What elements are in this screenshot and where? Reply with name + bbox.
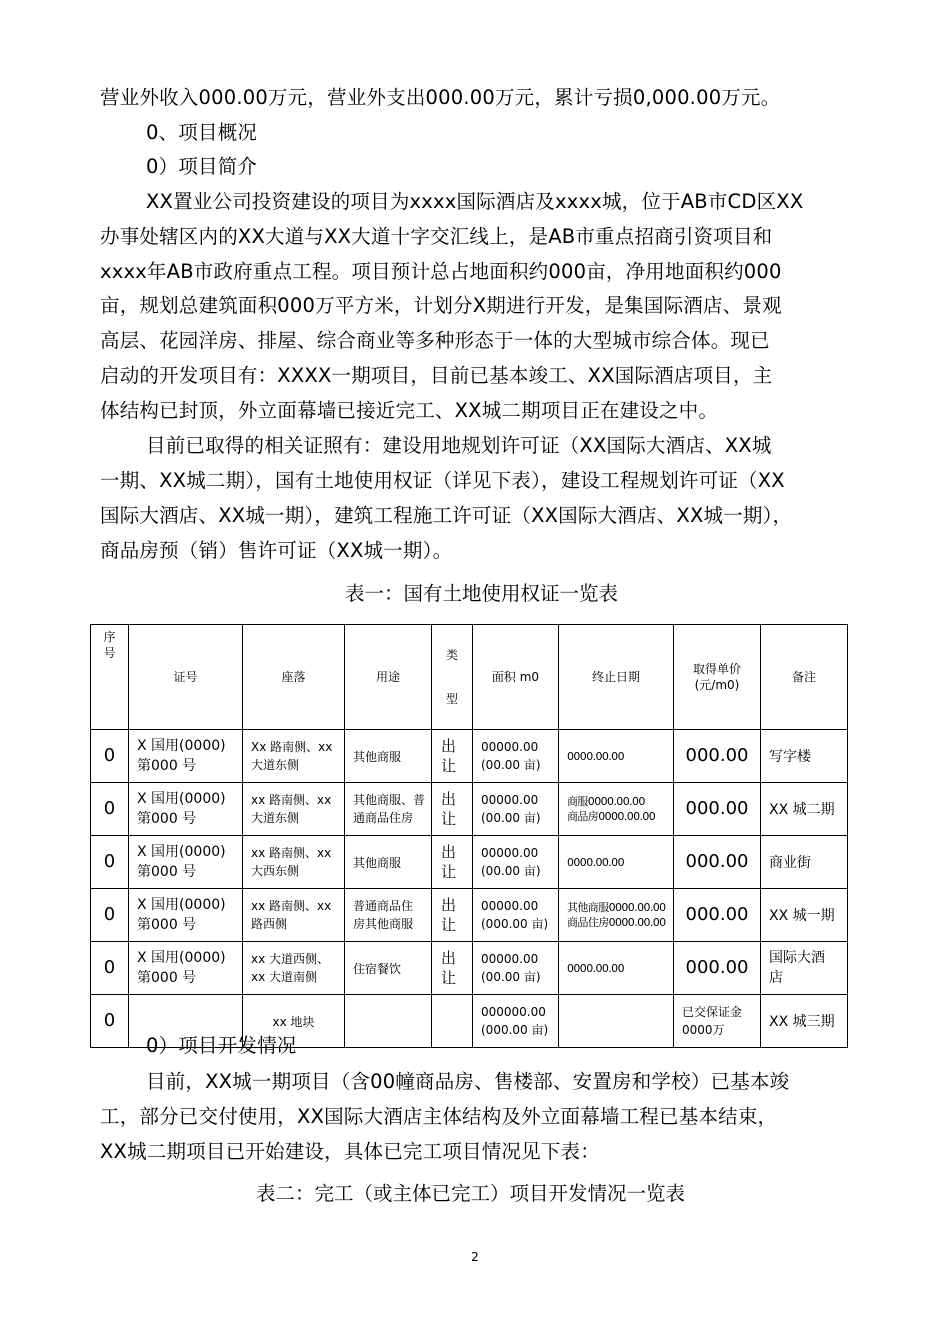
table-caption: 表二：完工（或主体已完工）项目开发情况一览表 [256,1182,686,1205]
cell-location [243,836,345,889]
table-caption: 表一：国有土地使用权证一览表 [345,582,619,605]
cell-seq: 0 [91,730,129,783]
cell-location [243,942,345,995]
cell-seq: 0 [91,783,129,836]
cell-end-date [559,836,674,889]
cell-price: 000.00 [674,783,761,836]
cert-line: 第000 号 [137,758,197,774]
cert-line: X 国用(0000) [137,950,226,966]
paragraph-line: xxxx年AB市政府重点工程。项目预计总占地面积约000亩，净用地面积约000 [100,260,782,283]
table-row [91,942,848,995]
note-line: XX 城一期 [769,908,835,924]
area-line: 00000.00 [481,846,539,860]
header-price-b: (元/m0) [694,678,740,692]
paragraph-line: 国际大酒店、XX城一期），建筑工程施工许可证（XX国际大酒店、XX城一期）， [100,504,793,527]
paragraph-line: 目前，XX城一期项目（含00幢商品房、售楼部、安置房和学校）已基本竣 [146,1070,790,1093]
cell-area [473,730,559,783]
note-line: XX 城二期 [769,802,835,818]
cell-area [473,783,559,836]
cert-line: 第000 号 [137,970,197,986]
cell-note [761,889,848,942]
paragraph-line: 亩，规划总建筑面积000万平方米，计划分X期进行开发，是集国际酒店、景观 [100,294,782,317]
header-end-date: 终止日期 [559,625,674,730]
cert-line: 第000 号 [137,864,197,880]
cell-kind [432,995,473,1048]
cell-seq: 0 [91,995,129,1048]
cell-price [674,995,761,1048]
note-line: 写字楼 [769,749,811,765]
area-line: (000.00 亩) [481,917,549,931]
cell-price: 000.00 [674,730,761,783]
usage-line: 住宿餐饮 [353,962,402,976]
cert-line: X 国用(0000) [137,738,226,754]
area-line: (00.00 亩) [481,864,541,878]
location-line: 大西东侧 [251,864,300,878]
cell-cert [129,730,243,783]
paragraph-line: 体结构已封顶，外立面幕墙已接近完工、XX城二期项目正在建设之中。 [100,399,719,422]
table-header-row [91,625,848,730]
kind-line: 让 [441,916,457,934]
cell-usage [345,730,432,783]
location-line: xx 地块 [272,1015,315,1029]
area-line: (00.00 亩) [481,970,541,984]
date-line: 商品房0000.00.00 [567,810,656,823]
area-line: 00000.00 [481,952,539,966]
area-line: 00000.00 [481,899,539,913]
price-line: 已交保证金 [682,1005,743,1019]
header-seq-b: 号 [103,646,116,660]
cell-cert [129,836,243,889]
cell-kind [432,783,473,836]
page-number: 2 [471,1250,479,1264]
cert-line: 第000 号 [137,917,197,933]
cell-end-date [559,942,674,995]
paragraph-line: 工，部分已交付使用，XX国际大酒店主体结构及外立面幕墙工程已基本结束， [100,1105,778,1128]
paragraph-line: 办事处辖区内的XX大道与XX大道十字交汇线上，是AB市重点招商引资项目和 [100,225,773,248]
area-line: 000000.00 [481,1005,546,1019]
cell-note [761,942,848,995]
cell-price: 000.00 [674,889,761,942]
cell-usage [345,995,432,1048]
cell-seq: 0 [91,942,129,995]
note-line: 店 [769,970,783,986]
subsection-heading: 0）项目开发情况 [146,1034,297,1057]
paragraph-line: 启动的开发项目有：XXXX一期项目，目前已基本竣工、XX国际酒店项目，主 [100,364,773,387]
usage-line: 其他商服 [353,856,402,870]
location-line: xx 大道南侧 [251,970,318,984]
header-location: 座落 [243,625,345,730]
header-note: 备注 [761,625,848,730]
usage-line: 房其他商服 [353,917,414,931]
paragraph-line: 商品房预（销）售许可证（XX城一期）。 [100,539,453,562]
cell-kind [432,836,473,889]
date-line: 商品住房0000.00.00 [567,916,666,929]
subsection-heading: 0）项目简介 [146,155,258,178]
kind-line: 出 [441,896,457,914]
cell-location [243,783,345,836]
area-line: (00.00 亩) [481,811,541,825]
area-line: (000.00 亩) [481,1023,549,1037]
kind-line: 出 [441,949,457,967]
note-line: 国际大酒 [769,950,825,966]
cert-line: X 国用(0000) [137,791,226,807]
cell-kind [432,889,473,942]
header-seq-a: 序 [103,630,116,644]
kind-line: 出 [441,843,457,861]
cell-note [761,836,848,889]
table-row [91,730,848,783]
cell-price: 000.00 [674,836,761,889]
location-line: 路西侧 [251,917,288,931]
cell-cert [129,783,243,836]
date-line: 0000.00.00 [567,961,624,975]
area-line: 00000.00 [481,740,539,754]
kind-line: 让 [441,757,457,775]
date-line: 商服0000.00.00 [567,795,645,808]
location-line: xx 路南侧、xx [251,899,332,913]
cell-cert [129,942,243,995]
cell-note [761,783,848,836]
location-line: Xx 路南侧、xx [251,740,333,754]
usage-line: 其他商服 [353,750,402,764]
cell-area [473,942,559,995]
header-area: 面积 m0 [473,625,559,730]
cell-end-date [559,730,674,783]
cell-seq: 0 [91,889,129,942]
kind-line: 让 [441,969,457,987]
cell-note [761,995,848,1048]
cell-seq: 0 [91,836,129,889]
location-line: xx 大道西侧、 [251,952,330,966]
cell-area [473,836,559,889]
note-line: 商业街 [769,855,811,871]
usage-line: 普通商品住 [353,899,414,913]
header-usage: 用途 [345,625,432,730]
note-line: XX 城三期 [769,1014,835,1030]
location-line: xx 路南侧、xx [251,846,332,860]
table-row [91,783,848,836]
cell-note [761,730,848,783]
header-price [674,625,761,730]
date-line: 其他商服0000.00.00 [567,901,666,914]
kind-line: 出 [441,737,457,755]
location-line: xx 路南侧、xx [251,793,332,807]
paragraph-line: 一期、XX城二期），国有土地使用权证（详见下表），建设工程规划许可证（XX [100,469,785,492]
date-line: 0000.00.00 [567,749,624,763]
kind-line: 让 [441,810,457,828]
table-row [91,889,848,942]
kind-line: 出 [441,790,457,808]
table-row [91,836,848,889]
usage-line: 通商品住房 [353,811,414,825]
header-price-a: 取得单价 [692,662,741,676]
cell-usage [345,783,432,836]
header-cert: 证号 [129,625,243,730]
kind-line: 让 [441,863,457,881]
cell-cert [129,889,243,942]
location-line: 大道东侧 [251,758,300,772]
cell-kind [432,942,473,995]
land-certificate-table [90,624,848,1048]
cert-line: 第000 号 [137,811,197,827]
paragraph-line: 营业外收入000.00万元，营业外支出000.00万元，累计亏损0,000.00万元。 [100,86,781,109]
cert-line: X 国用(0000) [137,897,226,913]
section-heading: 0、项目概况 [146,121,258,144]
cell-location [243,889,345,942]
header-kind [432,625,473,730]
cell-end-date [559,995,674,1048]
cell-usage [345,889,432,942]
area-line: (00.00 亩) [481,758,541,772]
cell-area [473,995,559,1048]
paragraph-line: XX置业公司投资建设的项目为xxxx国际酒店及xxxx城，位于AB市CD区XX [146,190,804,213]
cell-price: 000.00 [674,942,761,995]
location-line: 大道东侧 [251,811,300,825]
paragraph-line: 目前已取得的相关证照有：建设用地规划许可证（XX国际大酒店、XX城 [146,434,772,457]
cell-location [243,730,345,783]
cell-usage [345,836,432,889]
area-line: 00000.00 [481,793,539,807]
price-line: 0000万 [682,1023,725,1037]
cell-end-date [559,783,674,836]
date-line: 0000.00.00 [567,855,624,869]
header-seq [91,625,129,730]
usage-line: 其他商服、普 [353,793,426,807]
cell-usage [345,942,432,995]
header-kind-b: 型 [445,692,458,706]
cert-line: X 国用(0000) [137,844,226,860]
paragraph-line: 高层、花园洋房、排屋、综合商业等多种形态于一体的大型城市综合体。现已 [100,329,770,352]
cell-end-date [559,889,674,942]
cell-kind [432,730,473,783]
cell-area [473,889,559,942]
paragraph-line: XX城二期项目已开始建设，具体已完工项目情况见下表： [100,1140,600,1163]
header-kind-a: 类 [445,648,458,662]
